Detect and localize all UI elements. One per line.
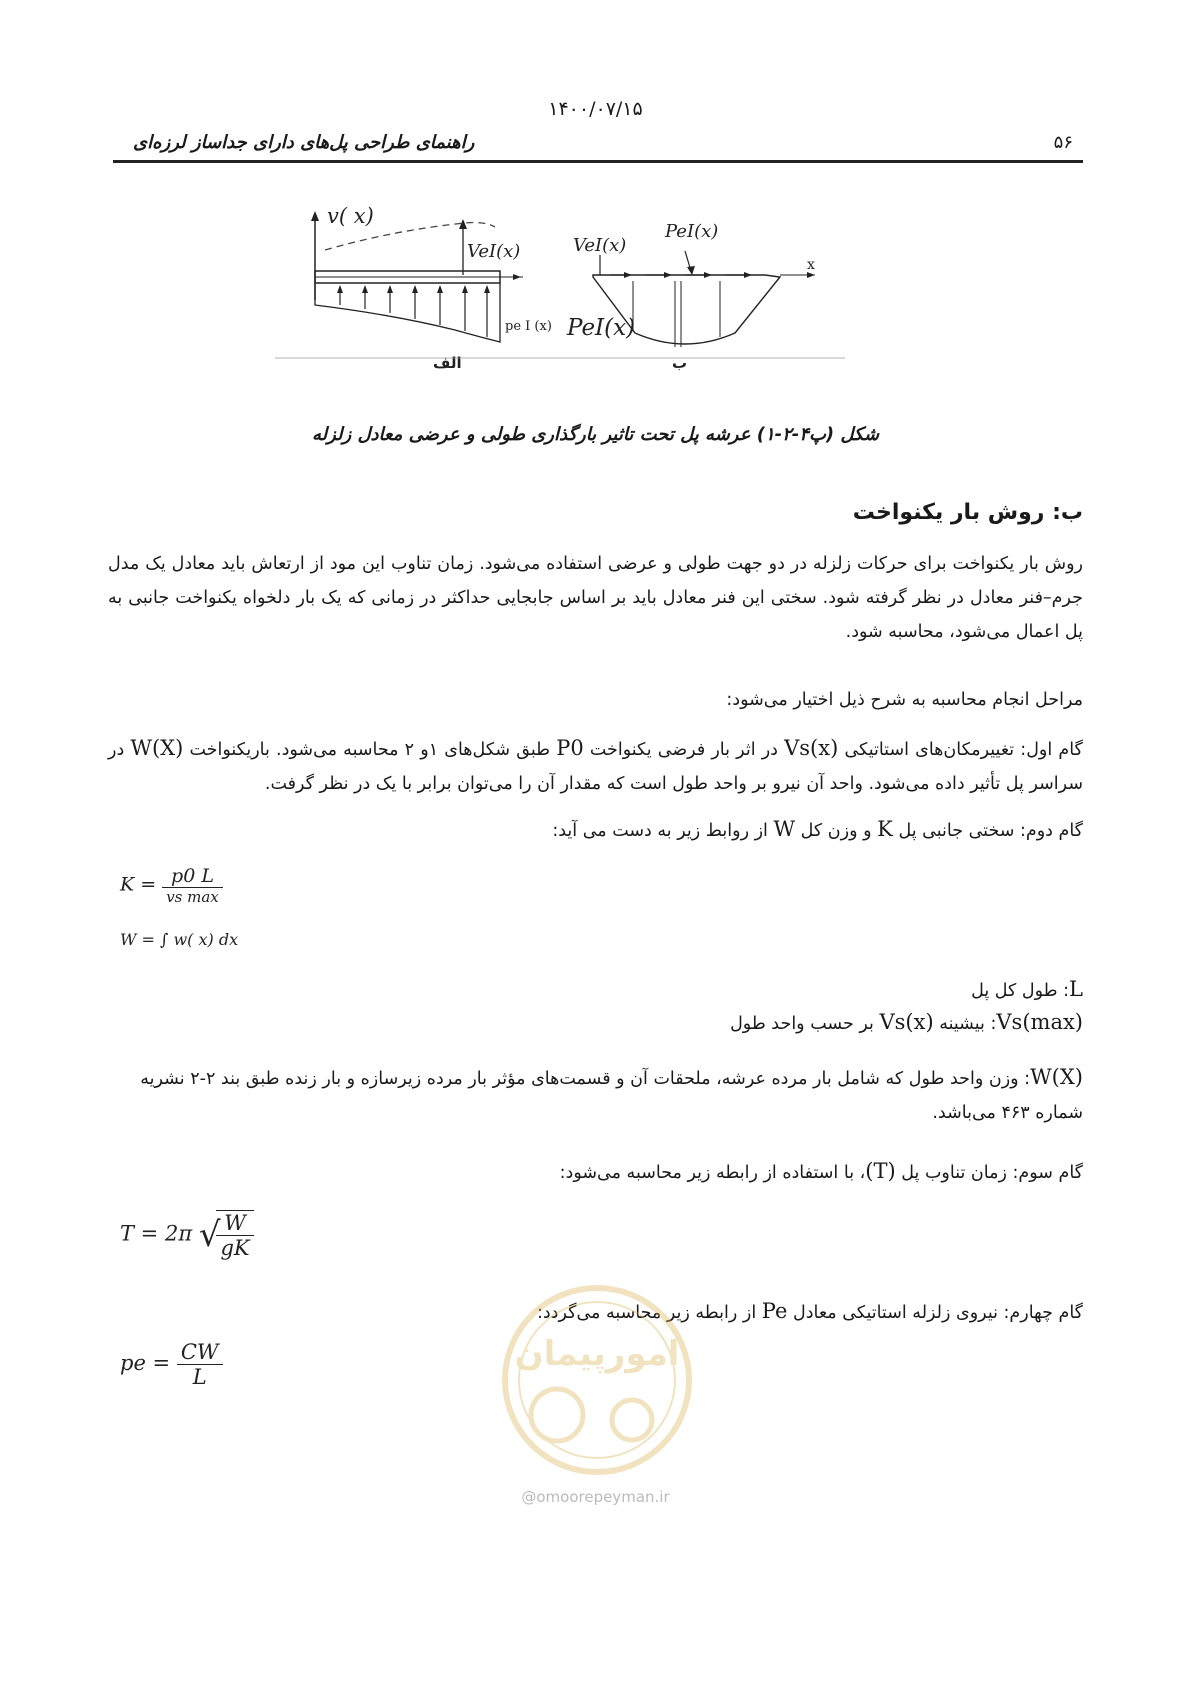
step4-text-b: از رابطه زیر محاسبه می‌گردد: <box>536 1303 757 1323</box>
step1-vs: Vs(x) <box>784 736 839 760</box>
step1-text-d: در سراسر پل تأثیر داده می‌شود. واحد آن نیرو بر واحد طول است که مقدار آن را می‌توان برابر با یک در نظر گرفت. <box>108 740 1083 794</box>
watermark-logo-text: امورپیمان <box>514 1334 680 1374</box>
step2-k: K <box>877 817 893 841</box>
step3-text-b: ، با استفاده از رابطه زیر محاسبه می‌شود: <box>559 1163 866 1183</box>
def-vsmax <box>108 1005 1083 1041</box>
step2-w: W <box>773 817 796 841</box>
def-vsx-symbol: Vs(x) <box>879 1010 934 1034</box>
step4-text-a: گام چهارم: نیروی زلزله استاتیکی معادل <box>792 1303 1083 1323</box>
step1-wx: W(X) <box>130 736 184 760</box>
date-stamp: ۱۴۰۰/۰۷/۱۵ <box>548 98 643 120</box>
label-part-a: الف <box>433 354 462 372</box>
paragraph-step1 <box>108 731 1083 801</box>
formula-k <box>120 865 223 906</box>
formula-w: W = ∫ w( x) dx <box>120 930 239 949</box>
paragraph-intro: روش بار یکنواخت برای حرکات زلزله در دو جهت طولی و عرضی استفاده می‌شود. زمان تناوب این مود از ارتعاش باید معادل یک مدل جرم–فنر معادل در نظر گرفته شود. سختی این فنر معادل باید بر اساس جابجایی حداکثر در زمانی که یک بار دلخواه یکنواخت جانبی به پل اعمال می‌شود، محاسبه شود. <box>108 554 1083 642</box>
paragraph-step3 <box>108 1154 1083 1190</box>
def-vsmax-text2: بر حسب واحد طول <box>730 1014 874 1034</box>
formula-pe-lhs: pe = <box>120 1351 171 1375</box>
step4-pe: Pe <box>761 1299 788 1323</box>
label-part-b: ب <box>672 354 688 372</box>
formula-t: T = 2π √ $\frac{W}{gK}$ <box>120 1210 254 1260</box>
formula-pe-fraction <box>177 1340 223 1389</box>
label-pe-small: pe I (x) <box>505 319 552 334</box>
figure-part-a <box>311 205 552 372</box>
page-header <box>113 132 1083 163</box>
formula-k-fraction <box>162 865 223 906</box>
step1-text-c: طبق شکل‌های ۱و ۲ محاسبه می‌شود. باریکنواخت <box>189 740 551 760</box>
bridge-deck-figure <box>275 205 915 405</box>
page-number: ۵۶ <box>1053 132 1073 153</box>
label-x-axis: x <box>807 257 815 273</box>
paragraph-steps-intro: مراحل انجام محاسبه به شرح ذیل اختیار می‌شود: <box>726 690 1083 710</box>
formula-k-lhs: K = <box>120 873 157 896</box>
def-l-text: : طول کل پل <box>971 981 1070 1001</box>
figure-part-b <box>566 221 815 372</box>
figure-caption: شکل (پ۴-۲-۱) عرشه پل تحت تاثیر بارگذاری طولی و عرضی معادل زلزله <box>311 424 880 445</box>
section-heading: ب: روش بار یکنواخت <box>852 500 1083 525</box>
label-pe-right: PeI(x) <box>665 221 719 242</box>
header-title: راهنمای طراحی پل‌های دارای جداساز لرزه‌ای <box>133 132 475 153</box>
watermark-text: @omoorepeyman.ir <box>521 1488 670 1506</box>
def-vsmax-symbol: Vs(max) <box>996 1010 1083 1034</box>
step3-t: (T) <box>865 1159 896 1183</box>
watermark-logo <box>462 1280 732 1480</box>
formula-pe-den: L <box>192 1365 207 1389</box>
label-ve-right: VeI(x) <box>573 235 627 256</box>
paragraph-step2 <box>108 812 1083 848</box>
formula-t-fraction <box>216 1210 253 1260</box>
step2-text-a: گام دوم: سختی جانبی پل <box>898 821 1083 841</box>
formula-t-num: W <box>216 1211 253 1236</box>
def-l <box>108 972 1083 1008</box>
step2-text-b: و وزن کل <box>800 821 872 841</box>
formula-k-den: vs max <box>166 888 219 906</box>
def-wx-symbol: W(X) <box>1030 1065 1083 1089</box>
step3-text-a: گام سوم: زمان تناوب پل <box>901 1163 1083 1183</box>
formula-pe <box>120 1340 223 1389</box>
def-wx <box>108 1060 1083 1130</box>
step1-p0: P0 <box>556 736 584 760</box>
step1-text-b: در اثر بار فرضی یکنواخت <box>589 740 778 760</box>
def-wx-text: : وزن واحد طول که شامل بار مرده عرشه، ملحقات آن و قسمت‌های مؤثر بار مرده زیرسازه و بار زنده طبق بند ۲-۲ نشریه شماره ۴۶۳ می‌باشد. <box>140 1069 1083 1123</box>
formula-pe-num: CW <box>177 1340 223 1365</box>
step2-text-c: از روابط زیر به دست می آید: <box>552 821 768 841</box>
label-vx: v( x) <box>327 205 374 228</box>
def-vsmax-text: : بیشینه <box>939 1014 997 1034</box>
step1-text-a: گام اول: تغییرمکان‌های استاتیکی <box>844 740 1083 760</box>
formula-k-num: p0 L <box>162 865 223 888</box>
formula-t-den: gK <box>220 1236 250 1260</box>
def-l-symbol: L <box>1069 977 1083 1001</box>
label-ve-left: VeI(x) <box>467 241 521 262</box>
label-pe-left: PeI(x) <box>567 315 636 341</box>
formula-t-lhs: T = 2π <box>120 1221 193 1246</box>
